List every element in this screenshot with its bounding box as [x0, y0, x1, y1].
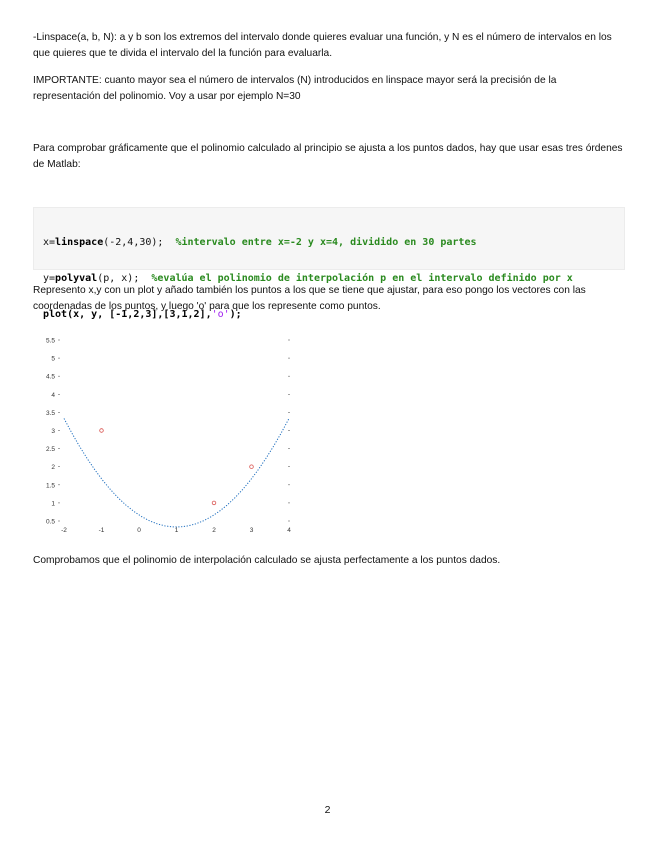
x-axis	[61, 527, 291, 534]
code-function: linspace	[55, 237, 104, 248]
y-tick-label: 3.5	[45, 409, 55, 417]
code-token: );	[229, 309, 242, 320]
code-function: polyval	[55, 273, 98, 284]
code-comment: %evalúa el polinomio de interpolación p en el intervalo definido por x	[151, 273, 573, 284]
represento-paragraph: Represento x,y con un plot y añado también los puntos a los que se tiene que ajustar, para eso pongo los vectores con las coordenadas de los puntos, y luego 'o' para que los represente como puntos.	[33, 285, 586, 312]
code-token: y=	[43, 273, 56, 284]
y-tick-label: 5.5	[45, 337, 55, 345]
code-line-linspace	[43, 237, 624, 249]
data-point-marker	[100, 429, 104, 433]
polynomial-curve	[64, 418, 289, 526]
y-tick-label: 2	[51, 464, 55, 472]
code-args: (x, y, [-1,2,3],[3,1,2],	[67, 309, 212, 320]
page-number: 2	[324, 804, 331, 816]
y-tick-label: 3	[51, 428, 55, 435]
data-point-marker	[250, 465, 254, 469]
x-tick-label: 3	[249, 527, 254, 534]
interpolation-chart	[34, 332, 296, 540]
data-point-marker	[212, 501, 216, 505]
plot-figure	[34, 332, 296, 545]
y-tick-label: 4	[51, 391, 55, 399]
y-tick-label: 1	[51, 500, 55, 508]
comprobamos-conclusion: Comprobamos que el polinomio de interpolación calculado se ajusta perfectamente a los puntos dados.	[33, 555, 501, 566]
code-args: (-2,4,30);	[103, 237, 176, 248]
y-tick-label: 0.5	[45, 518, 55, 526]
code-args: (p, x);	[97, 273, 152, 284]
y-tick-label: 1.5	[45, 482, 55, 490]
code-string: 'o'	[211, 309, 230, 320]
x-tick-label: 4	[287, 527, 291, 534]
x-tick-label: 0	[137, 527, 141, 534]
comprobar-intro: Para comprobar gráficamente que el polinomio calculado al principio se ajusta a los puntos dados, hay que usar esas tres órdenes de Matlab:	[33, 143, 623, 170]
x-tick-label: 1	[174, 527, 179, 534]
importante-note: IMPORTANTE: cuanto mayor sea el número de intervalos (N) introducidos en linspace mayor será la precisión de la representación del polinomio. Voy a usar por ejemplo N=30	[33, 75, 557, 102]
linspace-description: -Linspace(a, b, N): a y b son los extremos del intervalo donde quieres evaluar una función, y N es el número de intervalos en los que quieres que te divida el intervalo del la función para evaluarla.	[33, 32, 612, 59]
data-points	[100, 429, 254, 505]
y-tick-label: 5	[51, 355, 55, 363]
code-function: plot	[43, 309, 68, 320]
code-comment: %intervalo entre x=-2 y x=4, dividido en 30 partes	[175, 237, 477, 248]
y-axis	[46, 338, 60, 526]
right-axis-ticks	[288, 340, 290, 521]
y-tick-label: 4.5	[45, 373, 55, 381]
x-tick-label: -1	[98, 527, 105, 534]
y-tick-label: 2.5	[45, 446, 55, 454]
x-tick-label: -2	[61, 527, 67, 534]
x-tick-label: 2	[212, 527, 216, 534]
code-token: x=	[43, 237, 56, 248]
